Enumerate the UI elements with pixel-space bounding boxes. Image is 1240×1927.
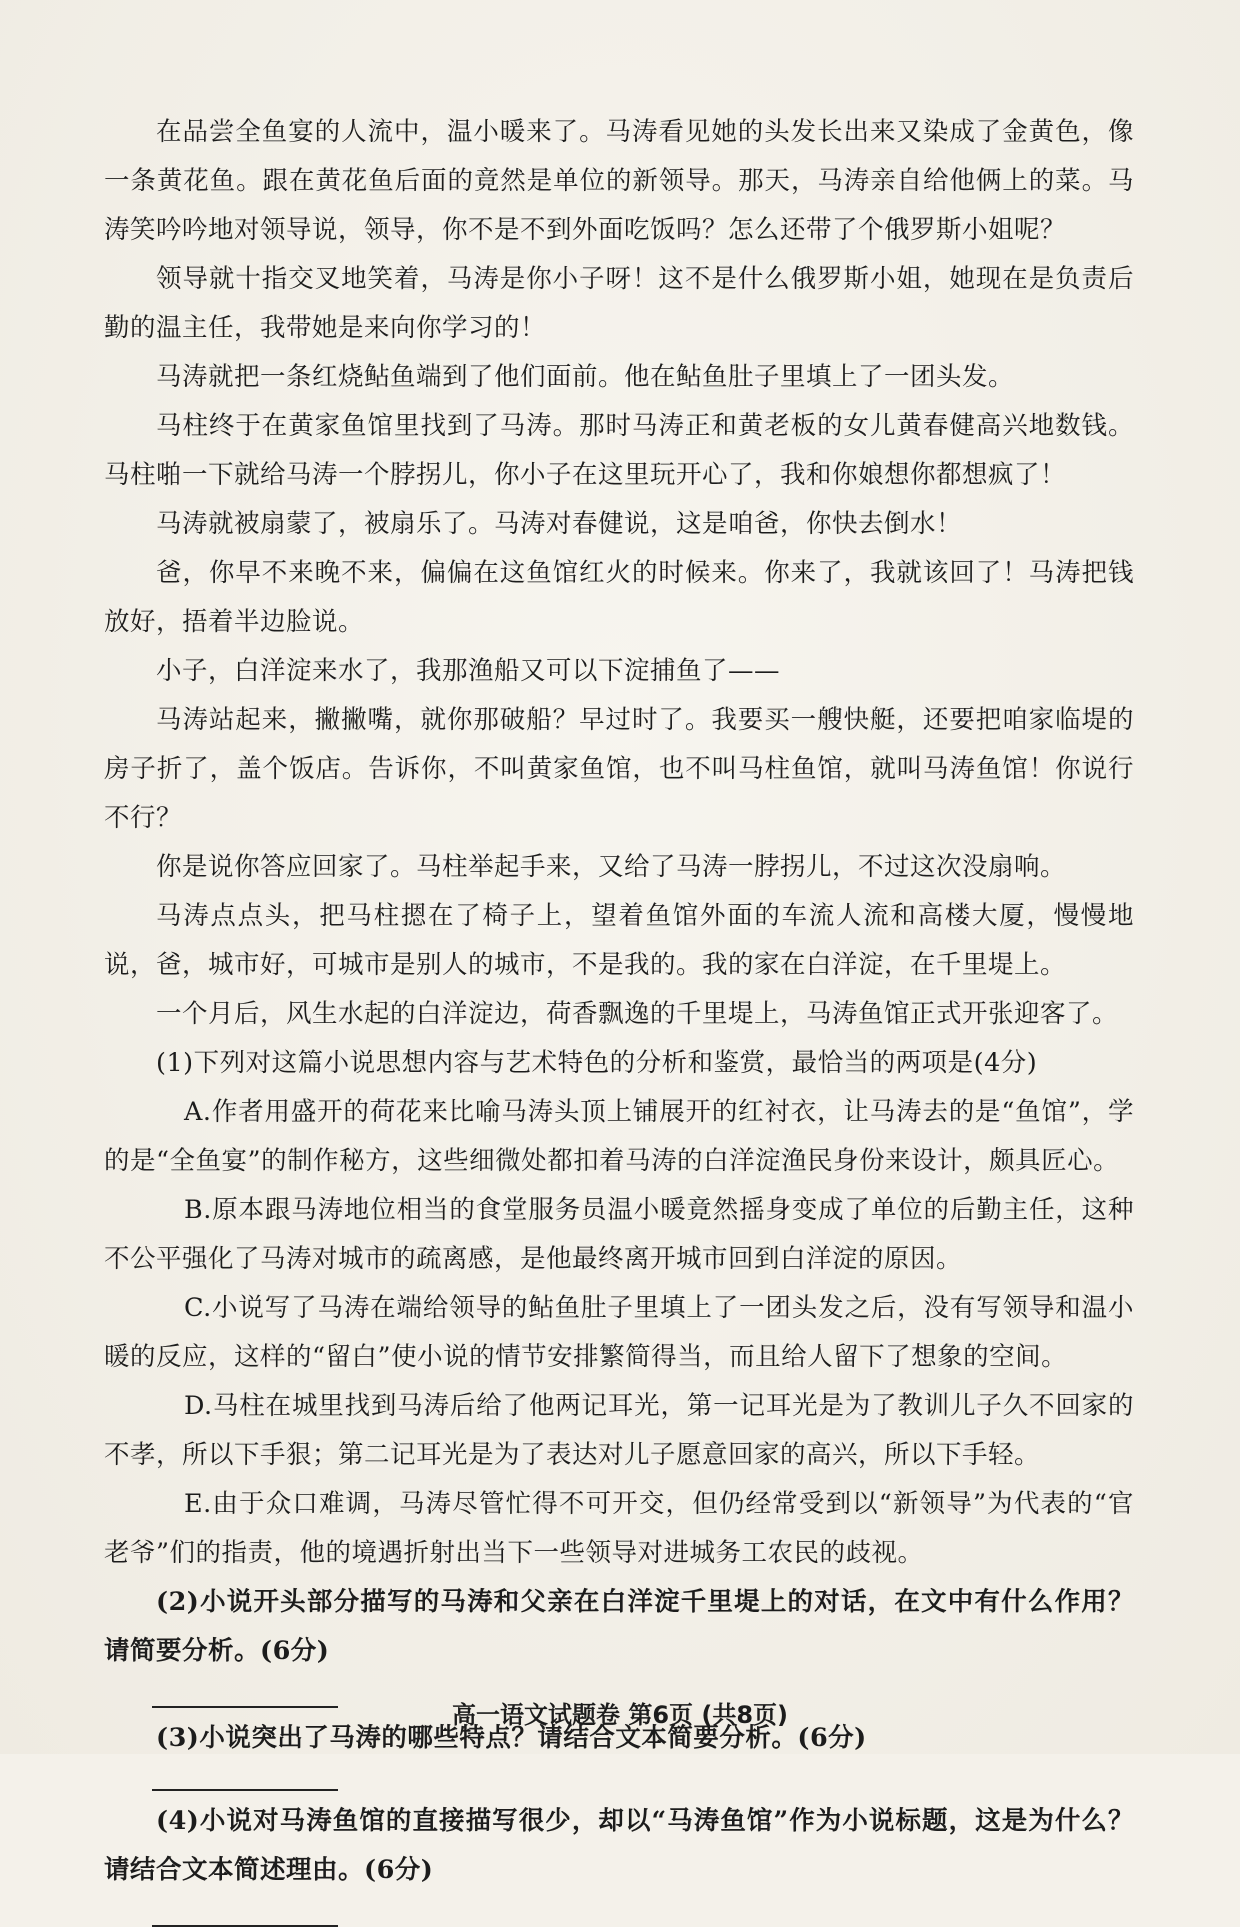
question-1-option-a: A.作者用盛开的荷花来比喻马涛头顶上铺展开的红衬衣，让马涛去的是“鱼馆”，学的是“全鱼宴”的制作秘方，这些细微处都扣着马涛的白洋淀渔民身份来设计，颇具匠心。 (104, 1097, 1134, 1176)
story-paragraph: 你是说你答应回家了。马柱举起手来，又给了马涛一脖拐儿，不过这次没扇响。 (156, 852, 1067, 882)
question-1-option-b: B.原本跟马涛地位相当的食堂服务员温小暖竟然摇身变成了单位的后勤主任，这种不公平强化了马涛对城市的疏离感，是他最终离开城市回到白洋淀的原因。 (104, 1195, 1134, 1274)
question-4: (4)小说对马涛鱼馆的直接描写很少，却以“马涛鱼馆”作为小说标题，这是为什么？请结合文本简述理由。(6分) (104, 1806, 1134, 1885)
question-1-option-e: E.由于众口难调，马涛尽管忙得不可开交，但仍经常受到以“新领导”为代表的“官老爷”们的指责，他的境遇折射出当下一些领导对进城务工农民的歧视。 (104, 1489, 1134, 1568)
question-2: (2)小说开头部分描写的马涛和父亲在白洋淀千里堤上的对话，在文中有什么作用？请简要分析。(6分) (104, 1587, 1134, 1666)
story-paragraph: 一个月后，风生水起的白洋淀边，荷香飘逸的千里堤上，马涛鱼馆正式开张迎客了。 (156, 999, 1119, 1029)
page-footer: 高一语文试题卷 第6页 (共8页) (451, 1701, 789, 1729)
exam-text (104, 108, 1134, 1927)
story-paragraph: 小子，白洋淀来水了，我那渔船又可以下淀捕鱼了—— (156, 656, 781, 686)
story-paragraph: 在品尝全鱼宴的人流中，温小暖来了。马涛看见她的头发长出来又染成了金黄色，像一条黄花鱼。跟在黄花鱼后面的竟然是单位的新领导。那天，马涛亲自给他俩上的菜。马涛笑吟吟地对领导说，领导，你不是不到外面吃饭吗？怎么还带了个俄罗斯小姐呢？ (104, 117, 1134, 245)
question-1-option-d: D.马柱在城里找到马涛后给了他两记耳光，第一记耳光是为了教训儿子久不回家的不孝，所以下手狠；第二记耳光是为了表达对儿子愿意回家的高兴，所以下手轻。 (104, 1391, 1134, 1470)
story-paragraph: 马涛就把一条红烧鲇鱼端到了他们面前。他在鲇鱼肚子里填上了一团头发。 (156, 362, 1015, 392)
story-paragraph: 领导就十指交叉地笑着，马涛是你小子呀！这不是什么俄罗斯小姐，她现在是负责后勤的温主任，我带她是来向你学习的！ (104, 264, 1134, 343)
story-paragraph: 马涛就被扇蒙了，被扇乐了。马涛对春健说，这是咱爸，你快去倒水！ (156, 509, 963, 539)
question-1-option-c: C.小说写了马涛在端给领导的鲇鱼肚子里填上了一团头发之后，没有写领导和温小暖的反应，这样的“留白”使小说的情节安排繁简得当，而且给人留下了想象的空间。 (104, 1293, 1134, 1372)
story-paragraph: 爸，你早不来晚不来，偏偏在这鱼馆红火的时候来。你来了，我就该回了！马涛把钱放好，捂着半边脸说。 (104, 558, 1134, 637)
story-paragraph: 马涛站起来，撇撇嘴，就你那破船？早过时了。我要买一艘快艇，还要把咱家临堤的房子折了，盖个饭店。告诉你，不叫黄家鱼馆，也不叫马柱鱼馆，就叫马涛鱼馆！你说行不行？ (104, 705, 1134, 833)
story-paragraph: 马涛点点头，把马柱摁在了椅子上，望着鱼馆外面的车流人流和高楼大厦，慢慢地说，爸，城市好，可城市是别人的城市，不是我的。我的家在白洋淀，在千里堤上。 (104, 901, 1134, 980)
question-3: (3)小说突出了马涛的哪些特点？请结合文本简要分析。(6分) (156, 1723, 867, 1753)
story-paragraph: 马柱终于在黄家鱼馆里找到了马涛。那时马涛正和黄老板的女儿黄春健高兴地数钱。马柱啪一下就给马涛一个脖拐儿，你小子在这里玩开心了，我和你娘想你都想疯了！ (104, 411, 1134, 490)
question-1-stem: (1)下列对这篇小说思想内容与艺术特色的分析和鉴赏，最恰当的两项是(4分) (156, 1048, 1038, 1078)
